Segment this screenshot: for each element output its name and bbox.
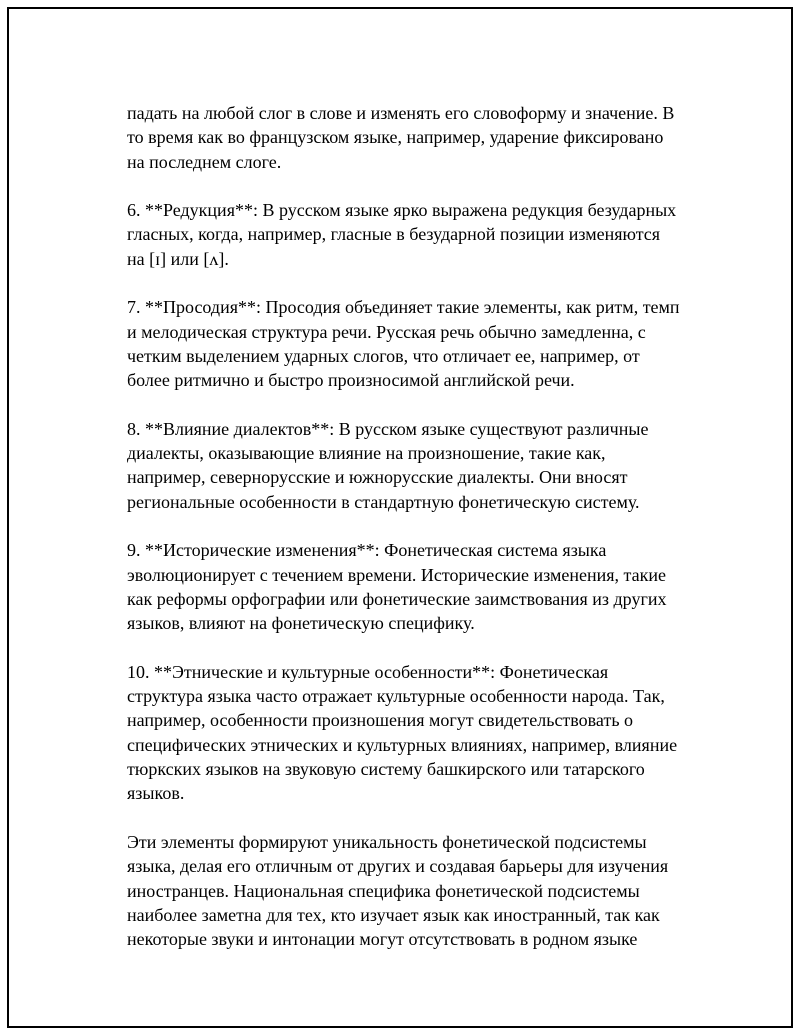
text-line: региональные особенности в стандартную фонетическую систему. [127,491,640,512]
text-line: падать на любой слог в слове и изменять его словоформу и значение. В [127,103,675,123]
text-line: 7. **Просодия**: Просодия объединяет такие элементы, как ритм, темп [127,297,680,318]
text-line: 10. **Этнические и культурные особенности**: Фонетическая [127,661,609,682]
text-line: языков, влияют на фонетическую специфику. [127,613,475,634]
text-line: тюркских языков на звуковую систему башкирского или татарского [127,759,645,780]
text-line: например, севернорусские и южнорусские диалекты. Они вносят [127,467,628,488]
text-line: например, особенности произношения могут свидетельствовать о [127,710,634,731]
text-line: то время как во французском языке, например, ударение фиксировано [127,127,664,148]
text-line: более ритмично и быстро произносимой английской речи. [127,370,575,391]
text-line: 6. **Редукция**: В русском языке ярко выражена редукция безударных [127,200,677,221]
text-line: диалекты, оказывающие влияние на произношение, такие как, [127,443,606,464]
paragraph-stress-continuation [127,101,707,174]
text-line: специфических этнических и культурных влияниях, например, влияние [127,734,678,755]
text-line: четким выделением ударных слогов, что отличает ее, например, от [127,345,640,366]
text-line: на [ɪ] или [ʌ]. [127,248,229,269]
text-line: Эти элементы формируют уникальность фонетической подсистемы [127,831,647,852]
text-line: некоторые звуки и интонации могут отсутствовать в родном языке [127,929,638,950]
text-line: наиболее заметна для тех, кто изучает язык как иностранный, так как [127,904,660,925]
page-border [7,7,793,1028]
text-line: гласных, когда, например, гласные в безударной позиции изменяются [127,224,661,245]
paragraph-prosody [127,295,707,392]
paragraph-conclusion [127,830,707,951]
text-line: языков. [127,783,185,804]
text-line: и мелодическая структура речи. Русская речь обычно замедленна, с [127,321,646,342]
document-body [127,101,707,951]
text-line: иностранцев. Национальная специфика фонетической подсистемы [127,880,640,901]
text-line: языка, делая его отличным от других и создавая барьеры для изучения [127,856,669,877]
text-line: структура языка часто отражает культурные особенности народа. Так, [127,686,665,707]
text-line: 9. **Исторические изменения**: Фонетическая система языка [127,540,607,561]
paragraph-dialects [127,417,707,514]
paragraph-ethnic-cultural [127,660,707,806]
paragraph-reduction [127,198,707,271]
text-line: эволюционирует с течением времени. Исторические изменения, такие [127,564,666,585]
text-line: 8. **Влияние диалектов**: В русском языке существуют различные [127,418,649,439]
text-line: на последнем слоге. [127,151,282,172]
text-line: как реформы орфографии или фонетические заимствования из других [127,588,667,609]
paragraph-historical-changes [127,538,707,635]
